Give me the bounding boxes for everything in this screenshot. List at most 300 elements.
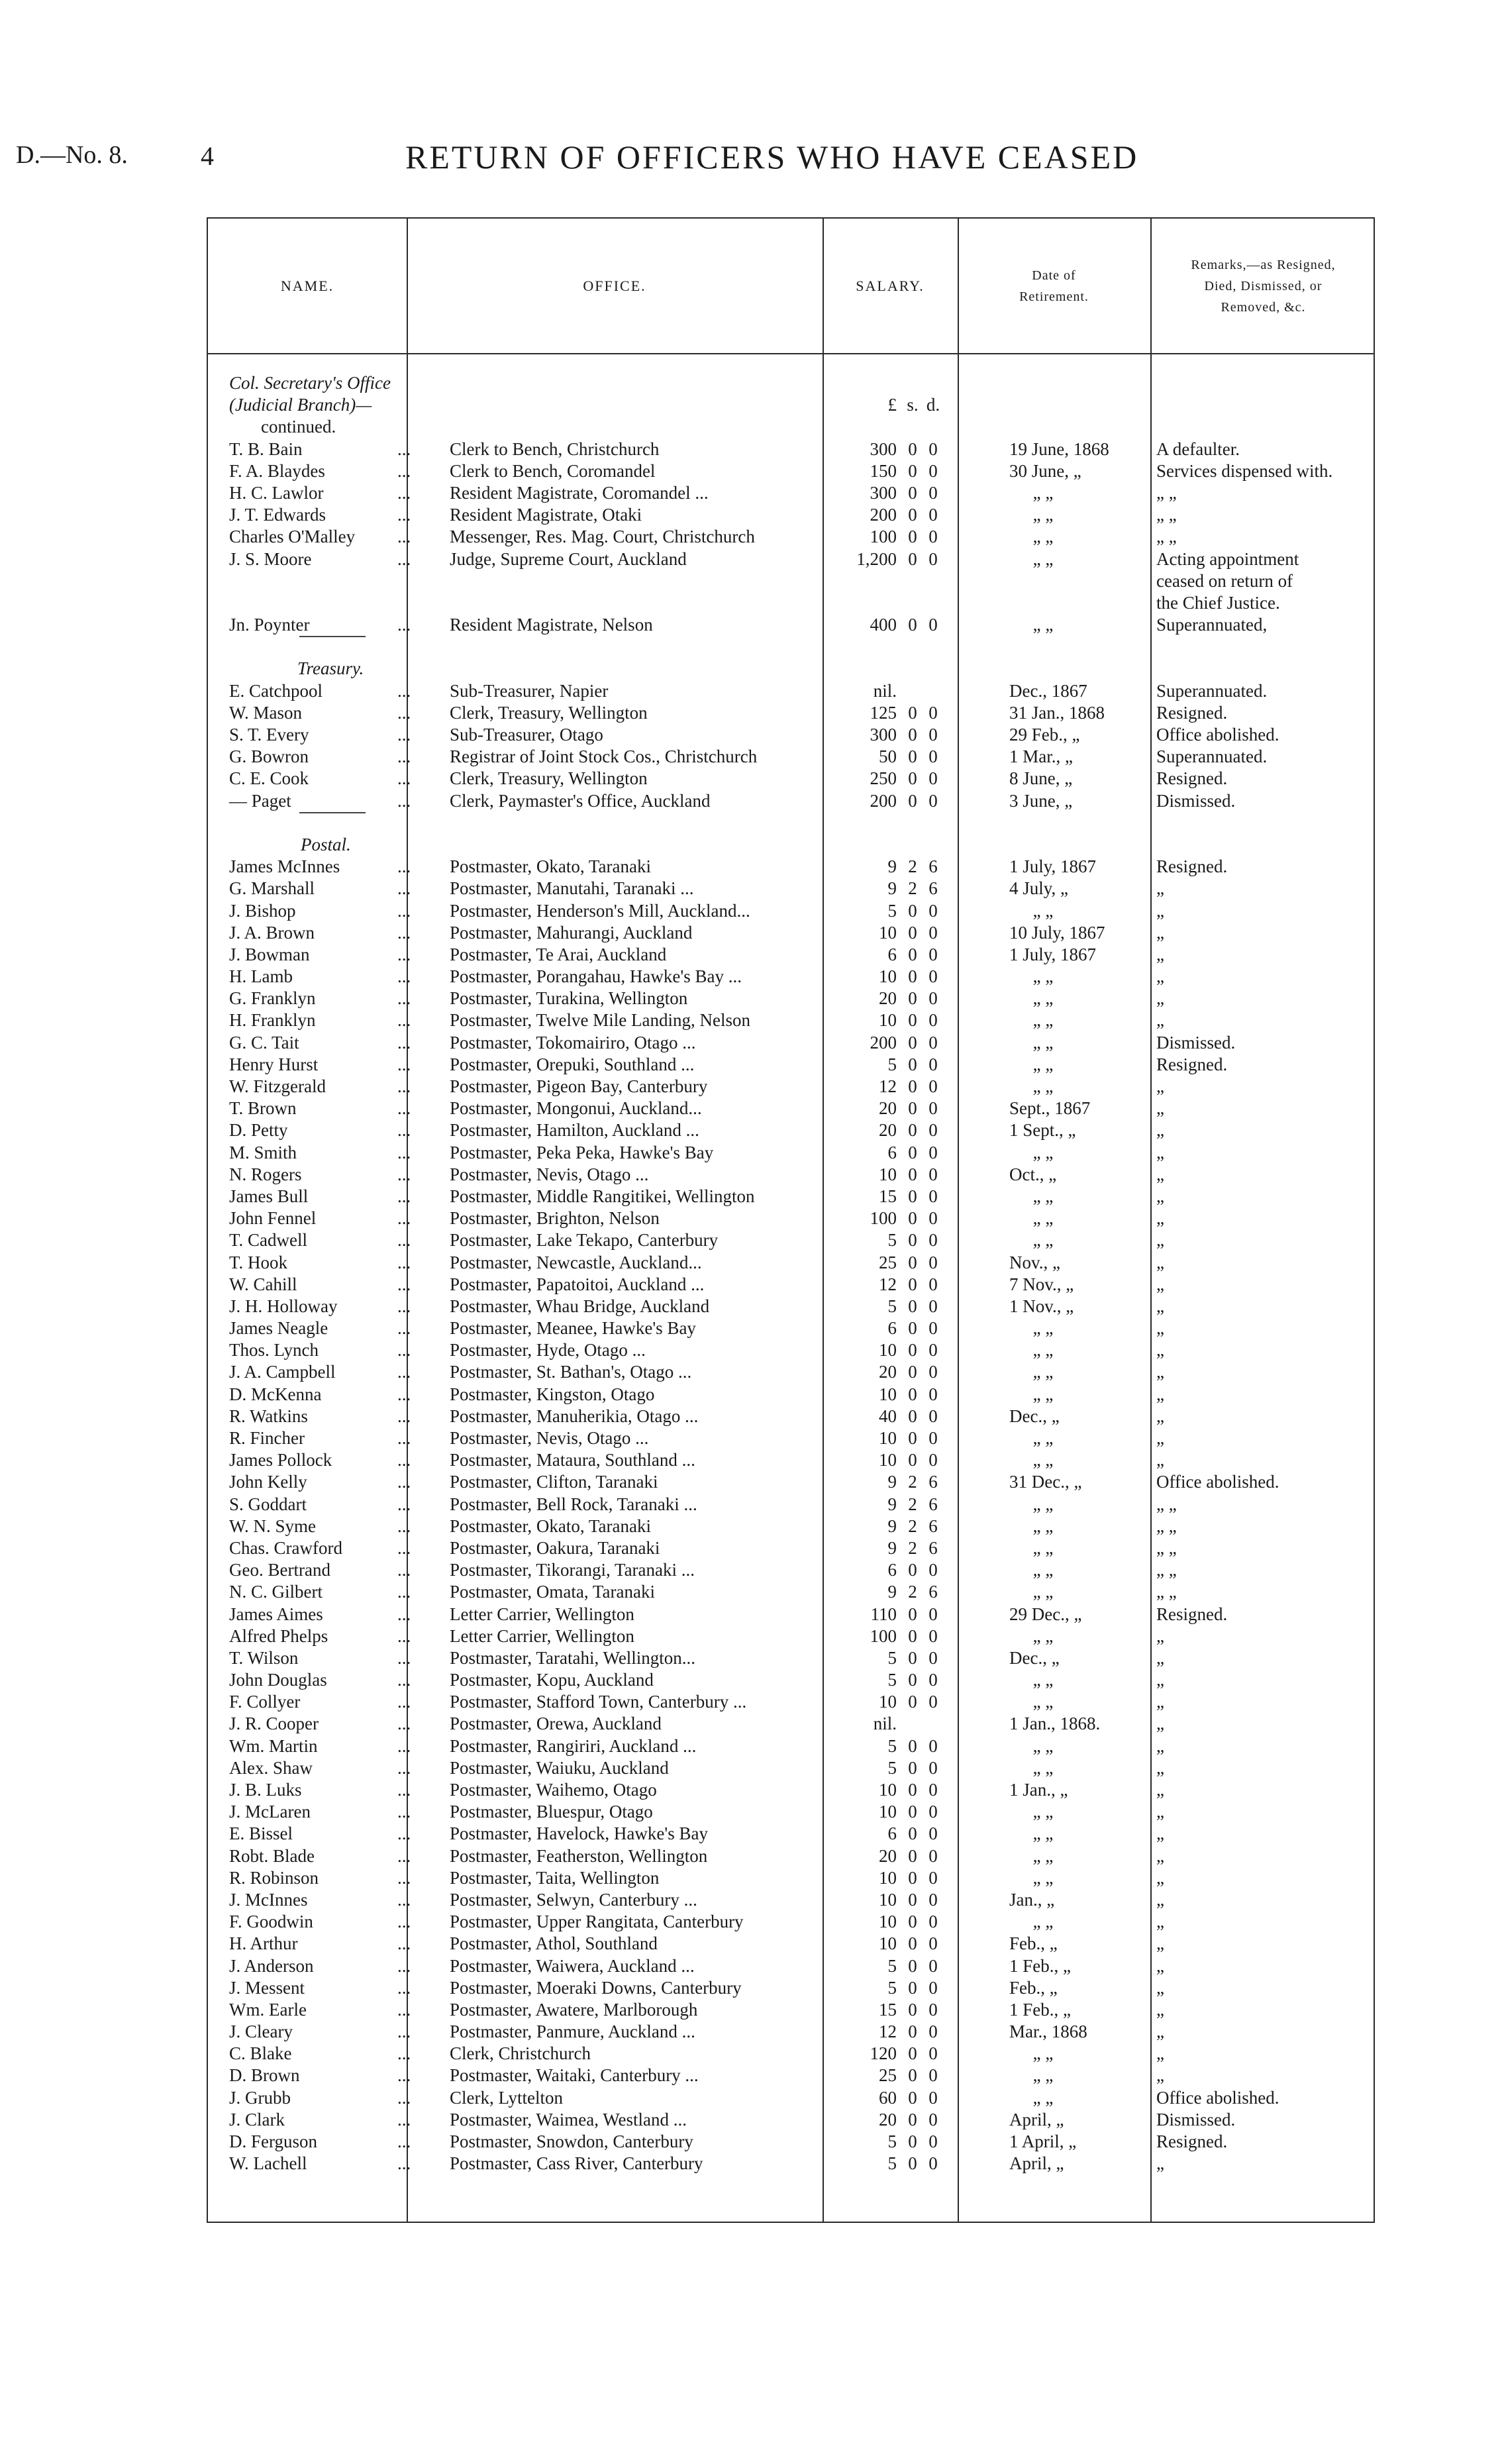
salary-pounds: 20 <box>879 1845 897 1866</box>
remarks-cell: Superannuated. <box>1156 680 1268 701</box>
remarks-cell: Resigned. <box>1156 702 1228 723</box>
salary-pence: 0 <box>928 1010 938 1031</box>
retirement-date: 31 Jan., 1868 <box>1009 702 1105 723</box>
officer-name: Charles O'Malley <box>229 527 356 547</box>
officer-name: J. A. Campbell <box>229 1362 336 1382</box>
office-cell: Postmaster, Hyde, Otago ... <box>450 1340 646 1360</box>
office-cell: Postmaster, Upper Rangitata, Canterbury <box>450 1912 744 1932</box>
officer-name: Geo. Bertrand <box>229 1560 330 1580</box>
leader-dots: ... <box>397 1076 411 1096</box>
remarks-cell: „ <box>1156 1912 1164 1932</box>
retirement-date: „ „ <box>1032 1362 1054 1382</box>
salary-pence: 0 <box>928 548 938 569</box>
office-cell: Postmaster, Porangahau, Hawke's Bay ... <box>450 966 742 987</box>
table-row <box>208 856 1374 878</box>
salary-shillings: 2 <box>908 1472 917 1492</box>
salary-pence: 0 <box>928 1076 938 1096</box>
officer-name: D. Brown <box>229 2065 300 2086</box>
salary-pounds: 9 <box>887 856 897 877</box>
remarks-cell: „ „ <box>1156 1515 1177 1536</box>
salary-pounds: 9 <box>887 1515 897 1536</box>
leader-dots: ... <box>397 1515 411 1536</box>
salary-pounds: 6 <box>887 1318 897 1339</box>
officer-name: James Bull <box>229 1186 309 1206</box>
officer-name: J. R. Cooper <box>229 1714 319 1734</box>
table-row <box>208 988 1374 1009</box>
leader-dots: ... <box>397 2153 411 2174</box>
remarks-cell: Resigned. <box>1156 856 1228 877</box>
table-row <box>208 680 1374 702</box>
salary-pence: 0 <box>928 702 938 723</box>
officer-name: E. Bissel <box>229 1823 293 1844</box>
table-row <box>208 1515 1374 1537</box>
salary-pence: 0 <box>928 1208 938 1229</box>
salary-pence: 0 <box>928 2065 938 2086</box>
retirement-date: 1 April, „ <box>1009 2131 1077 2151</box>
leader-dots: ... <box>397 2087 411 2108</box>
salary-pence: 0 <box>928 1955 938 1976</box>
leader-dots: ... <box>397 438 411 459</box>
retirement-date: Feb., „ <box>1009 1977 1058 1998</box>
salary-pence: 0 <box>928 1889 938 1910</box>
table-row <box>208 504 1374 526</box>
remarks-cell: „ <box>1156 1692 1164 1712</box>
salary-pence: 0 <box>928 1625 938 1646</box>
office-cell: Clerk to Bench, Christchurch <box>450 438 660 459</box>
salary-pence: 0 <box>928 944 938 964</box>
remarks-cell: „ <box>1156 1274 1164 1294</box>
office-cell: Resident Magistrate, Coromandel ... <box>450 482 709 503</box>
retirement-date: „ „ <box>1032 1450 1054 1470</box>
table-row <box>208 1779 1374 1801</box>
retirement-date: „ „ <box>1032 2043 1054 2064</box>
office-cell: Postmaster, Featherston, Wellington <box>450 1845 708 1866</box>
salary-shillings: 0 <box>908 1933 917 1954</box>
officer-name: J. Clark <box>229 2109 285 2130</box>
salary-pence: 0 <box>928 1362 938 1382</box>
retirement-date: 19 June, 1868 <box>1009 438 1109 459</box>
office-cell: Postmaster, Moeraki Downs, Canterbury <box>450 1977 742 1998</box>
leader-dots: ... <box>397 702 411 723</box>
leader-dots: ... <box>397 988 411 1009</box>
salary-pence: 0 <box>928 1802 938 1822</box>
table-row <box>208 1119 1374 1141</box>
table-body <box>208 372 1374 2175</box>
office-cell: Postmaster, Lake Tekapo, Canterbury <box>450 1230 719 1251</box>
remarks-cell: „ <box>1156 2043 1164 2064</box>
leader-dots: ... <box>397 1780 411 1800</box>
salary-pence: 6 <box>928 878 938 899</box>
salary-pounds: 12 <box>879 1274 897 1294</box>
salary-pence: 0 <box>928 1164 938 1184</box>
salary-pounds: nil. <box>873 680 897 701</box>
remarks-cell: „ <box>1156 1010 1164 1031</box>
retirement-date: 1 Feb., „ <box>1009 1999 1071 2020</box>
salary-pence: 0 <box>928 1384 938 1404</box>
officer-name: C. Blake <box>229 2043 292 2064</box>
office-cell: Postmaster, Selwyn, Canterbury ... <box>450 1889 697 1910</box>
officer-name: J. McInnes <box>229 1889 308 1910</box>
officer-name: G. C. Tait <box>229 1032 299 1052</box>
retirement-date: „ „ <box>1032 1625 1054 1646</box>
table-row <box>208 1494 1374 1515</box>
leader-dots: ... <box>397 1494 411 1514</box>
section-heading <box>208 394 1374 416</box>
remarks-cell: Superannuated. <box>1156 746 1268 767</box>
remarks-cell: „ <box>1156 1802 1164 1822</box>
retirement-date: „ „ <box>1032 1142 1054 1162</box>
table-row <box>208 746 1374 768</box>
retirement-date: „ „ <box>1032 1515 1054 1536</box>
retirement-date: Oct., „ <box>1009 1164 1057 1184</box>
remarks-cell: „ <box>1156 1647 1164 1668</box>
salary-shillings: 0 <box>908 2043 917 2064</box>
salary-pounds: 40 <box>879 1406 897 1426</box>
leader-dots: ... <box>397 460 411 481</box>
table-row <box>208 1427 1374 1449</box>
leader-dots: ... <box>397 1647 411 1668</box>
leader-dots: ... <box>397 1406 411 1426</box>
salary-pence: 6 <box>928 1494 938 1514</box>
remarks-cell: „ <box>1156 1450 1164 1470</box>
remarks-cell: Dismissed. <box>1156 1032 1236 1052</box>
retirement-date: „ „ <box>1032 1560 1054 1580</box>
officer-name: James Aimes <box>229 1604 323 1624</box>
section-judicial-line2: (Judicial Branch)— <box>229 395 372 415</box>
salary-shillings: 0 <box>908 1318 917 1339</box>
office-cell: Postmaster, Waihemo, Otago <box>450 1780 657 1800</box>
salary-pounds: 50 <box>879 746 897 767</box>
table-row <box>208 1009 1374 1031</box>
table-row <box>208 1317 1374 1339</box>
leader-dots: ... <box>397 1428 411 1448</box>
officer-name: R. Robinson <box>229 1867 319 1888</box>
salary-pounds: 200 <box>870 1032 897 1052</box>
salary-shillings: 0 <box>908 922 917 943</box>
leader-dots: ... <box>397 1120 411 1141</box>
leader-dots: ... <box>397 505 411 525</box>
office-cell: Sub-Treasurer, Napier <box>450 680 609 701</box>
salary-pence: 0 <box>928 725 938 744</box>
salary-shillings: 0 <box>908 1296 917 1316</box>
retirement-date: April, „ <box>1009 2153 1064 2174</box>
office-cell: Postmaster, Taita, Wellington <box>450 1867 660 1888</box>
salary-pounds: 15 <box>879 1999 897 2020</box>
remarks-cell: A defaulter. <box>1156 438 1240 459</box>
salary-pence: 0 <box>928 988 938 1009</box>
retirement-date: „ „ <box>1032 1802 1054 1822</box>
table-row <box>208 592 1374 614</box>
office-cell: Resident Magistrate, Otaki <box>450 505 642 525</box>
salary-pounds: 9 <box>887 1582 897 1602</box>
officer-name: John Kelly <box>229 1472 307 1492</box>
salary-pounds: 150 <box>870 460 897 481</box>
table-row <box>208 2043 1374 2065</box>
retirement-date: „ „ <box>1032 1735 1054 1756</box>
salary-pounds: 9 <box>887 878 897 899</box>
leader-dots: ... <box>397 1054 411 1074</box>
salary-shillings: 2 <box>908 878 917 899</box>
remarks-cell: „ <box>1156 1999 1164 2020</box>
office-cell: Postmaster, Omata, Taranaki <box>450 1582 655 1602</box>
retirement-date: „ „ <box>1032 1692 1054 1712</box>
table-row <box>208 1757 1374 1779</box>
officer-name: Chas. Crawford <box>229 1537 342 1558</box>
salary-shillings: 0 <box>908 900 917 921</box>
office-cell: Postmaster, Newcastle, Auckland... <box>450 1252 702 1272</box>
office-cell: Postmaster, Orepuki, Southland ... <box>450 1054 695 1074</box>
office-cell: Postmaster, Clifton, Taranaki <box>450 1472 658 1492</box>
leader-dots: ... <box>397 1933 411 1954</box>
office-cell: Postmaster, Waitaki, Canterbury ... <box>450 2065 699 2086</box>
retirement-date: „ „ <box>1032 505 1054 525</box>
remarks-cell: „ <box>1156 1823 1164 1844</box>
office-cell: Postmaster, Te Arai, Auckland <box>450 944 667 964</box>
table-row <box>208 1889 1374 1911</box>
retirement-date: Dec., 1867 <box>1009 680 1087 701</box>
officer-name: F. A. Blaydes <box>229 460 325 481</box>
salary-pence: 0 <box>928 2153 938 2174</box>
salary-shillings: 0 <box>908 1670 917 1690</box>
salary-shillings: 0 <box>908 1164 917 1184</box>
table-row <box>208 966 1374 988</box>
table-row <box>208 1339 1374 1361</box>
office-cell: Postmaster, Papatoitoi, Auckland ... <box>450 1274 705 1294</box>
salary-pounds: 20 <box>879 1120 897 1141</box>
salary-pence: 0 <box>928 1977 938 1998</box>
remarks-cell: „ „ <box>1156 482 1177 503</box>
salary-pounds: 6 <box>887 944 897 964</box>
officer-name: Alex. Shaw <box>229 1757 313 1778</box>
column-header-remarks-line3: Removed, &c. <box>1221 299 1306 315</box>
salary-pounds: 5 <box>887 1054 897 1074</box>
office-cell: Postmaster, Waiuku, Auckland <box>450 1757 669 1778</box>
retirement-date: 1 July, 1867 <box>1009 856 1097 877</box>
office-cell: Postmaster, Orewa, Auckland <box>450 1714 662 1734</box>
leader-dots: ... <box>397 1230 411 1251</box>
salary-pence: 0 <box>928 922 938 943</box>
salary-shillings: 0 <box>908 2065 917 2086</box>
column-header-date-line1: Date of <box>1032 268 1076 283</box>
table-row <box>208 548 1374 570</box>
salary-shillings: 0 <box>908 1032 917 1052</box>
table-row <box>208 1449 1374 1471</box>
office-cell: Postmaster, Peka Peka, Hawke's Bay <box>450 1142 714 1162</box>
salary-pence: 0 <box>928 790 938 811</box>
section-rule <box>208 812 1374 834</box>
salary-pence: 6 <box>928 1582 938 1602</box>
officer-name: R. Fincher <box>229 1428 305 1448</box>
salary-pounds: 200 <box>870 505 897 525</box>
leader-dots: ... <box>397 2022 411 2042</box>
remarks-cell: „ <box>1156 1977 1164 1998</box>
office-cell: Postmaster, Kingston, Otago <box>450 1384 655 1404</box>
officer-name: J. Anderson <box>229 1955 314 1976</box>
salary-shillings: 2 <box>908 1494 917 1514</box>
office-cell: Postmaster, Nevis, Otago ... <box>450 1428 649 1448</box>
leader-dots: ... <box>397 1098 411 1119</box>
remarks-cell: „ <box>1156 878 1164 899</box>
retirement-date: 1 Jan., „ <box>1009 1780 1068 1800</box>
officer-name: J. S. Moore <box>229 548 312 569</box>
office-cell: Postmaster, Kopu, Auckland <box>450 1670 654 1690</box>
leader-dots: ... <box>397 1582 411 1602</box>
leader-dots: ... <box>397 1164 411 1184</box>
officer-name: Alfred Phelps <box>229 1625 328 1646</box>
salary-pounds: 20 <box>879 2109 897 2130</box>
leader-dots: ... <box>397 1142 411 1162</box>
column-header-remarks-line1: Remarks,—as Resigned, <box>1191 257 1336 272</box>
officer-name: N. C. Gilbert <box>229 1582 323 1602</box>
remarks-cell: „ <box>1156 2022 1164 2042</box>
salary-pence: 0 <box>928 1692 938 1712</box>
office-cell: Postmaster, Snowdon, Canterbury <box>450 2131 693 2151</box>
retirement-date: 29 Dec., „ <box>1009 1604 1082 1624</box>
leader-dots: ... <box>397 878 411 899</box>
salary-shillings: 2 <box>908 1582 917 1602</box>
salary-shillings: 0 <box>908 1142 917 1162</box>
column-header-remarks-line2: Died, Dismissed, or <box>1204 278 1323 293</box>
leader-dots: ... <box>397 1296 411 1316</box>
salary-pounds: 10 <box>879 966 897 987</box>
salary-pounds: 5 <box>887 1955 897 1976</box>
salary-pounds: 20 <box>879 1362 897 1382</box>
leader-dots: ... <box>397 1625 411 1646</box>
currency-pound: £ <box>887 395 897 415</box>
office-cell: Postmaster, Havelock, Hawke's Bay <box>450 1823 708 1844</box>
officer-name: John Fennel <box>229 1208 317 1229</box>
table-row <box>208 1933 1374 1955</box>
salary-pounds: 10 <box>879 1428 897 1448</box>
officer-name: M. Smith <box>229 1142 297 1162</box>
section-heading <box>208 372 1374 394</box>
officer-name: J. Cleary <box>229 2022 293 2042</box>
salary-shillings: 0 <box>908 1867 917 1888</box>
office-cell: Postmaster, Tokomairiro, Otago ... <box>450 1032 696 1052</box>
leader-dots: ... <box>397 1999 411 2020</box>
salary-shillings: 2 <box>908 856 917 877</box>
office-cell: Postmaster, Waimea, Westland ... <box>450 2109 687 2130</box>
retirement-date: Sept., 1867 <box>1009 1098 1091 1119</box>
table-row <box>208 1713 1374 1735</box>
leader-dots: ... <box>397 856 411 877</box>
salary-shillings: 0 <box>908 1757 917 1778</box>
remarks-cell: „ <box>1156 1845 1164 1866</box>
remarks-cell: Resigned. <box>1156 2131 1228 2151</box>
salary-pence: 0 <box>928 1230 938 1251</box>
retirement-date: 1 July, 1867 <box>1009 944 1097 964</box>
office-cell: Postmaster, Stafford Town, Canterbury ... <box>450 1692 747 1712</box>
salary-pounds: nil. <box>873 1714 897 1734</box>
remarks-cell: Dismissed. <box>1156 2109 1236 2130</box>
remarks-cell: „ „ <box>1156 1560 1177 1580</box>
retirement-date: „ „ <box>1032 1032 1054 1052</box>
officer-name: H. Arthur <box>229 1933 298 1954</box>
salary-pounds: 400 <box>870 615 897 635</box>
remarks-cell: „ <box>1156 1208 1164 1229</box>
salary-shillings: 0 <box>908 1560 917 1580</box>
salary-pounds: 9 <box>887 1472 897 1492</box>
section-judicial-line1: Col. Secretary's Office <box>229 373 391 393</box>
salary-shillings: 0 <box>908 725 917 744</box>
salary-pounds: 300 <box>870 482 897 503</box>
section-heading <box>208 658 1374 680</box>
salary-pounds: 10 <box>879 1802 897 1822</box>
remarks-cell: Acting appointment <box>1156 548 1299 569</box>
officer-name: F. Collyer <box>229 1692 301 1712</box>
leader-dots: ... <box>397 1032 411 1052</box>
retirement-date: April, „ <box>1009 2109 1064 2130</box>
retirement-date: „ „ <box>1032 1670 1054 1690</box>
salary-pounds: 300 <box>870 438 897 459</box>
salary-shillings: 2 <box>908 1537 917 1558</box>
salary-shillings: 0 <box>908 1780 917 1800</box>
retirement-date: „ „ <box>1032 615 1054 635</box>
salary-pounds: 10 <box>879 1692 897 1712</box>
leader-dots: ... <box>397 1010 411 1031</box>
retirement-date: Dec., „ <box>1009 1647 1060 1668</box>
retirement-date: 1 Mar., „ <box>1009 746 1073 767</box>
salary-pence: 0 <box>928 1186 938 1206</box>
salary-pence: 0 <box>928 1845 938 1866</box>
remarks-cell: „ „ <box>1156 1582 1177 1602</box>
office-cell: Postmaster, Okato, Taranaki <box>450 856 651 877</box>
office-cell: Postmaster, Pigeon Bay, Canterbury <box>450 1076 708 1096</box>
officer-name: T. Brown <box>229 1098 297 1119</box>
retirement-date: „ „ <box>1032 1823 1054 1844</box>
salary-pounds: 100 <box>870 527 897 547</box>
office-cell: Postmaster, Panmure, Auckland ... <box>450 2022 695 2042</box>
retirement-date: „ „ <box>1032 1054 1054 1074</box>
table-row <box>208 2153 1374 2175</box>
salary-shillings: 0 <box>908 702 917 723</box>
remarks-cell: „ <box>1156 1164 1164 1184</box>
salary-shillings: 0 <box>908 1098 917 1119</box>
remarks-cell: „ <box>1156 1428 1164 1448</box>
office-cell: Clerk, Treasury, Wellington <box>450 702 648 723</box>
retirement-date: 1 Sept., „ <box>1009 1120 1076 1141</box>
remarks-cell: Resigned. <box>1156 1604 1228 1624</box>
table-row <box>208 768 1374 790</box>
retirement-date: 4 July, „ <box>1009 878 1068 899</box>
salary-shillings: 0 <box>908 2087 917 2108</box>
leader-dots: ... <box>397 790 411 811</box>
salary-pounds: 200 <box>870 790 897 811</box>
office-cell: Postmaster, Rangiriri, Auckland ... <box>450 1735 697 1756</box>
table-row <box>208 2131 1374 2153</box>
office-cell: Postmaster, Middle Rangitikei, Wellington <box>450 1186 755 1206</box>
remarks-cell: „ <box>1156 1384 1164 1404</box>
officer-name: J. Messent <box>229 1977 305 1998</box>
remarks-cell: Services dispensed with. <box>1156 460 1333 481</box>
table-row <box>208 1406 1374 1427</box>
office-cell: Registrar of Joint Stock Cos., Christchurch <box>450 746 758 767</box>
table-row <box>208 482 1374 504</box>
leader-dots: ... <box>397 1735 411 1756</box>
column-header-office: OFFICE. <box>583 277 646 294</box>
remarks-cell: „ „ <box>1156 1494 1177 1514</box>
divider <box>299 636 366 637</box>
column-header-date <box>958 219 1150 353</box>
salary-shillings: 0 <box>908 1340 917 1360</box>
salary-pence: 0 <box>928 438 938 459</box>
remarks-cell: „ <box>1156 1955 1164 1976</box>
salary-shillings: 0 <box>908 482 917 503</box>
officer-name: R. Watkins <box>229 1406 308 1426</box>
column-header-salary: SALARY. <box>856 277 925 294</box>
salary-pounds: 20 <box>879 988 897 1009</box>
salary-pounds: 10 <box>879 1889 897 1910</box>
